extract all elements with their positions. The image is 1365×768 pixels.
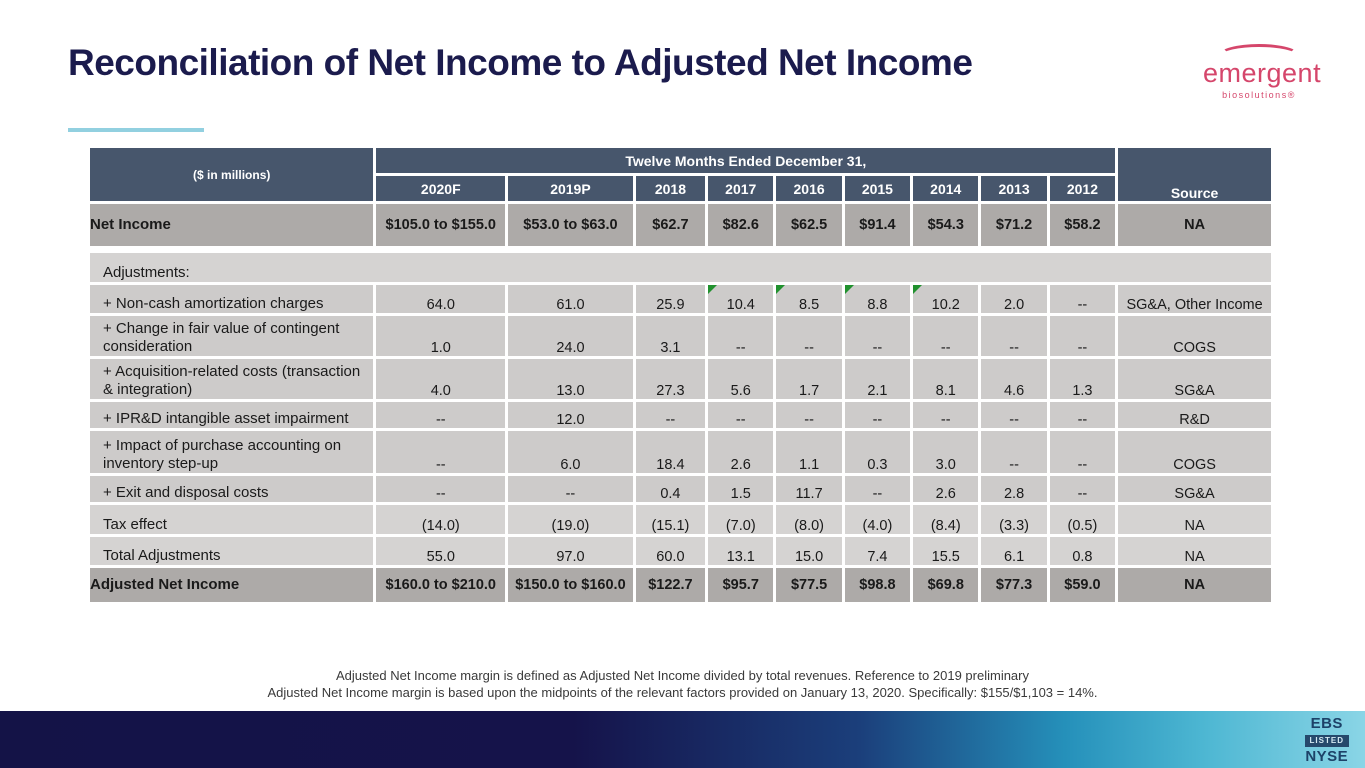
- value-cell: $77.5: [776, 568, 841, 602]
- value-cell: $54.3: [913, 204, 978, 246]
- col-header-source: Source: [1118, 148, 1271, 201]
- table-row-net-income: [90, 204, 1271, 246]
- value-cell: 27.3: [636, 359, 705, 399]
- value-cell: 64.0: [376, 285, 505, 313]
- value-cell: 0.4: [636, 476, 705, 502]
- value-cell: --: [845, 402, 910, 428]
- value-cell: $98.8: [845, 568, 910, 602]
- value-cell: 15.0: [776, 537, 841, 565]
- value-cell: 0.8: [1050, 537, 1115, 565]
- comment-flag-icon: [776, 285, 785, 294]
- value-cell: --: [981, 402, 1046, 428]
- value-cell: 0.3: [845, 431, 910, 473]
- value-cell: 6.0: [508, 431, 633, 473]
- value-cell: 10.2: [913, 285, 978, 313]
- nyse-listed-logo: [1305, 716, 1349, 764]
- row-label: Adjusted Net Income: [90, 568, 373, 602]
- value-cell: 4.0: [376, 359, 505, 399]
- col-header-period: Twelve Months Ended December 31,: [376, 148, 1115, 173]
- value-cell: 2.6: [708, 431, 773, 473]
- source-cell: R&D: [1118, 402, 1271, 428]
- value-cell: $62.5: [776, 204, 841, 246]
- value-cell: 6.1: [981, 537, 1046, 565]
- value-cell: --: [845, 476, 910, 502]
- value-cell: 2.8: [981, 476, 1046, 502]
- value-cell: $95.7: [708, 568, 773, 602]
- value-cell: --: [708, 316, 773, 356]
- source-cell: NA: [1118, 204, 1271, 246]
- value-cell: $150.0 to $160.0: [508, 568, 633, 602]
- value-cell: 1.3: [1050, 359, 1115, 399]
- value-cell: $77.3: [981, 568, 1046, 602]
- value-cell: --: [776, 402, 841, 428]
- source-cell: NA: [1118, 505, 1271, 534]
- nyse-exchange: NYSE: [1305, 747, 1349, 765]
- col-header-year: 2020F: [376, 176, 505, 201]
- value-cell: 3.1: [636, 316, 705, 356]
- value-cell: 97.0: [508, 537, 633, 565]
- row-label: + IPR&D intangible asset impairment: [90, 402, 373, 428]
- value-cell: --: [376, 402, 505, 428]
- value-cell: 1.7: [776, 359, 841, 399]
- value-cell: --: [636, 402, 705, 428]
- value-cell: 3.0: [913, 431, 978, 473]
- section-label: Adjustments:: [90, 253, 1271, 282]
- value-cell: $71.2: [981, 204, 1046, 246]
- value-cell: 8.8: [845, 285, 910, 313]
- nyse-ticker: EBS: [1310, 714, 1343, 732]
- value-cell: 24.0: [508, 316, 633, 356]
- source-cell: COGS: [1118, 431, 1271, 473]
- value-cell: 1.0: [376, 316, 505, 356]
- table-row: [90, 316, 1271, 356]
- value-cell: --: [508, 476, 633, 502]
- source-cell: SG&A: [1118, 476, 1271, 502]
- footnote-line-1: Adjusted Net Income margin is defined as Adjusted Net Income divided by total revenues. Reference to 2019 preliminary: [336, 668, 1029, 683]
- reconciliation-table: [87, 145, 1274, 605]
- comment-flag-icon: [845, 285, 854, 294]
- value-cell: (8.0): [776, 505, 841, 534]
- value-cell: 13.1: [708, 537, 773, 565]
- row-spacer: [90, 249, 1271, 250]
- value-cell: --: [1050, 285, 1115, 313]
- accent-underline: [68, 128, 204, 132]
- row-label: + Impact of purchase accounting on inventory step-up: [90, 431, 373, 473]
- col-header-year: 2016: [776, 176, 841, 201]
- row-label: + Non-cash amortization charges: [90, 285, 373, 313]
- value-cell: 5.6: [708, 359, 773, 399]
- logo-brand-text: emergent: [1203, 58, 1322, 88]
- value-cell: (7.0): [708, 505, 773, 534]
- value-cell: $122.7: [636, 568, 705, 602]
- value-cell: (4.0): [845, 505, 910, 534]
- value-cell: 18.4: [636, 431, 705, 473]
- value-cell: 55.0: [376, 537, 505, 565]
- row-label: Net Income: [90, 204, 373, 246]
- value-cell: (19.0): [508, 505, 633, 534]
- value-cell: --: [981, 316, 1046, 356]
- value-cell: (3.3): [981, 505, 1046, 534]
- value-cell: 12.0: [508, 402, 633, 428]
- value-cell: (0.5): [1050, 505, 1115, 534]
- source-cell: SG&A, Other Income: [1118, 285, 1271, 313]
- col-header-year: 2015: [845, 176, 910, 201]
- value-cell: $58.2: [1050, 204, 1115, 246]
- value-cell: 60.0: [636, 537, 705, 565]
- col-header-year: 2014: [913, 176, 978, 201]
- table-row: [90, 537, 1271, 565]
- footer-bar: [0, 711, 1365, 768]
- value-cell: --: [913, 316, 978, 356]
- value-cell: $82.6: [708, 204, 773, 246]
- source-cell: COGS: [1118, 316, 1271, 356]
- value-cell: --: [845, 316, 910, 356]
- source-cell: NA: [1118, 537, 1271, 565]
- row-label: Tax effect: [90, 505, 373, 534]
- page-title: Reconciliation of Net Income to Adjusted Net Income: [68, 42, 973, 83]
- table-row-adjusted-net-income: [90, 568, 1271, 602]
- table-row: [90, 431, 1271, 473]
- value-cell: $160.0 to $210.0: [376, 568, 505, 602]
- table-row-adjustments-section: [90, 253, 1271, 282]
- col-header-millions: ($ in millions): [90, 148, 373, 201]
- value-cell: 25.9: [636, 285, 705, 313]
- value-cell: $69.8: [913, 568, 978, 602]
- nyse-listed-badge: LISTED: [1305, 735, 1349, 747]
- value-cell: 11.7: [776, 476, 841, 502]
- col-header-year: 2013: [981, 176, 1046, 201]
- value-cell: --: [1050, 431, 1115, 473]
- value-cell: $105.0 to $155.0: [376, 204, 505, 246]
- value-cell: --: [1050, 316, 1115, 356]
- value-cell: --: [376, 431, 505, 473]
- value-cell: 7.4: [845, 537, 910, 565]
- value-cell: --: [981, 431, 1046, 473]
- logo-tagline: biosolutions®: [1222, 89, 1296, 100]
- value-cell: --: [1050, 476, 1115, 502]
- value-cell: $91.4: [845, 204, 910, 246]
- row-label: Total Adjustments: [90, 537, 373, 565]
- footnote: [0, 667, 1365, 701]
- table-row: [90, 359, 1271, 399]
- col-header-year: 2012: [1050, 176, 1115, 201]
- row-label: + Acquisition-related costs (transaction & integration): [90, 359, 373, 399]
- row-label: + Exit and disposal costs: [90, 476, 373, 502]
- value-cell: --: [913, 402, 978, 428]
- value-cell: 8.5: [776, 285, 841, 313]
- value-cell: 1.1: [776, 431, 841, 473]
- table-row: [90, 285, 1271, 313]
- value-cell: $59.0: [1050, 568, 1115, 602]
- comment-flag-icon: [708, 285, 717, 294]
- table-row: [90, 476, 1271, 502]
- value-cell: $53.0 to $63.0: [508, 204, 633, 246]
- source-cell: SG&A: [1118, 359, 1271, 399]
- row-label: + Change in fair value of contingent consideration: [90, 316, 373, 356]
- value-cell: $62.7: [636, 204, 705, 246]
- footnote-line-2: Adjusted Net Income margin is based upon the midpoints of the relevant factors provided on January 13, 2020. Specifically: $155/$1,103 = 14%.: [267, 685, 1098, 700]
- value-cell: 10.4: [708, 285, 773, 313]
- value-cell: 2.1: [845, 359, 910, 399]
- col-header-year: 2018: [636, 176, 705, 201]
- col-header-year: 2019P: [508, 176, 633, 201]
- value-cell: 4.6: [981, 359, 1046, 399]
- value-cell: 2.6: [913, 476, 978, 502]
- table-row: [90, 505, 1271, 534]
- value-cell: 13.0: [508, 359, 633, 399]
- value-cell: --: [708, 402, 773, 428]
- comment-flag-icon: [913, 285, 922, 294]
- value-cell: --: [376, 476, 505, 502]
- value-cell: 2.0: [981, 285, 1046, 313]
- value-cell: --: [1050, 402, 1115, 428]
- value-cell: --: [776, 316, 841, 356]
- emergent-logo: [1203, 44, 1322, 100]
- table-row: [90, 402, 1271, 428]
- source-cell: NA: [1118, 568, 1271, 602]
- value-cell: 15.5: [913, 537, 978, 565]
- value-cell: (15.1): [636, 505, 705, 534]
- value-cell: (8.4): [913, 505, 978, 534]
- value-cell: 61.0: [508, 285, 633, 313]
- value-cell: 8.1: [913, 359, 978, 399]
- value-cell: 1.5: [708, 476, 773, 502]
- col-header-year: 2017: [708, 176, 773, 201]
- value-cell: (14.0): [376, 505, 505, 534]
